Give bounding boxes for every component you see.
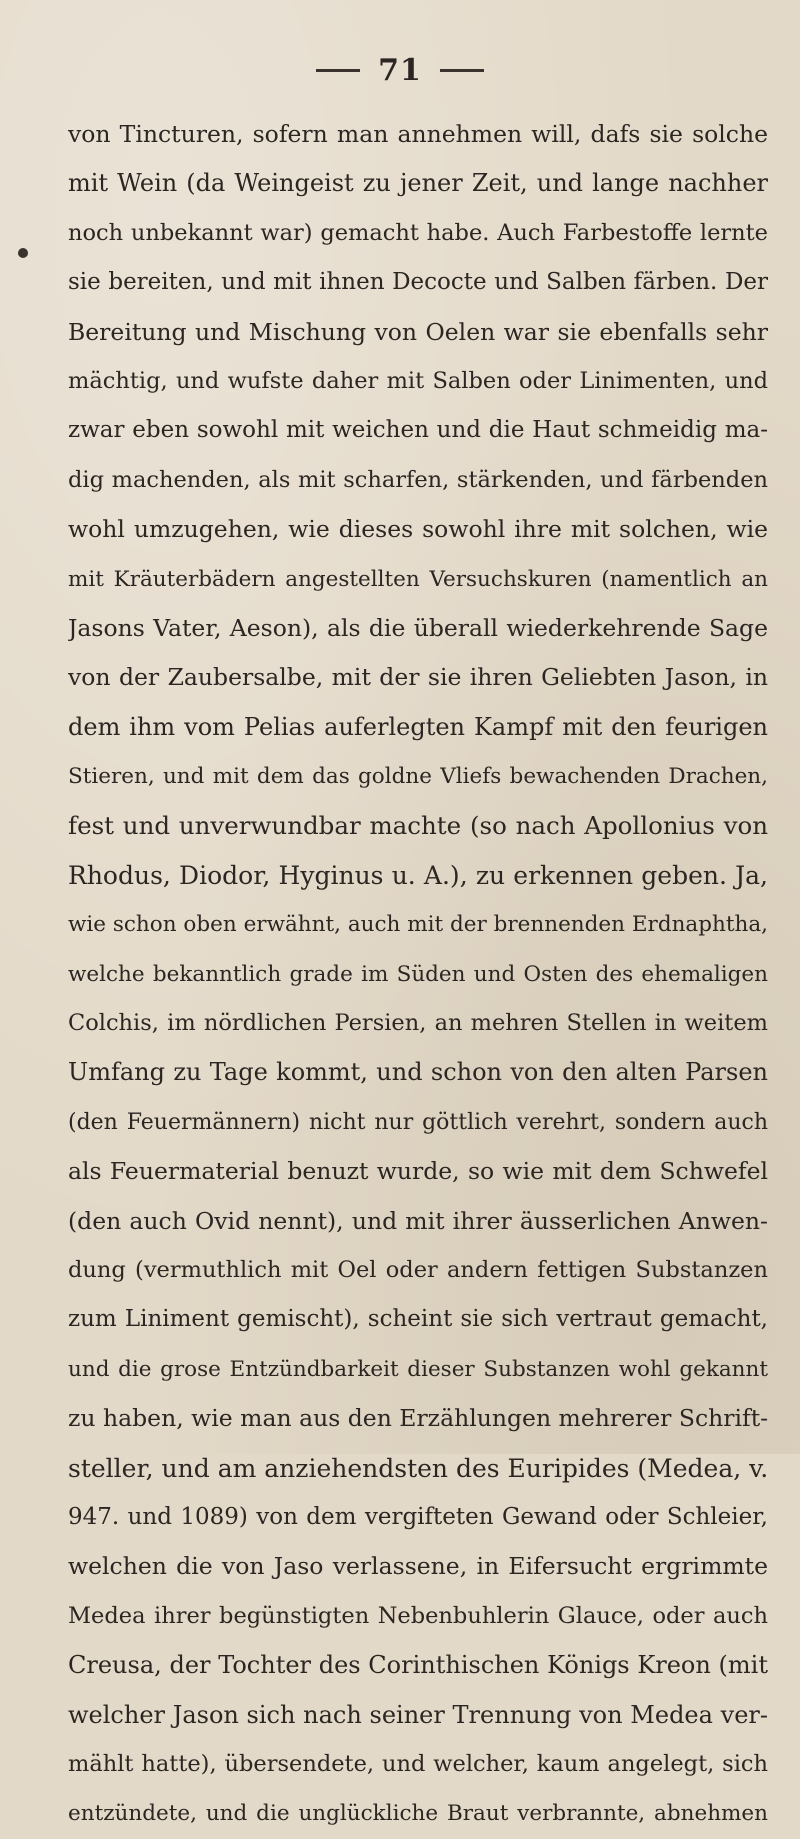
text-line: welchen die von Jaso verlassene, in Eifersucht ergrimmte: [68, 1552, 768, 1581]
margin-mark: [18, 248, 28, 258]
text-line: mählt hatte), übersendete, und welcher, kaum angelegt, sich: [68, 1750, 768, 1777]
text-line: Bereitung und Mischung von Oelen war sie ebenfalls sehr: [68, 317, 768, 346]
text-line: Medea ihrer begünstigten Nebenbuhlerin Glauce, oder auch: [68, 1602, 768, 1629]
text-line: zu haben, wie man aus den Erzählungen mehrerer Schrift-: [68, 1404, 768, 1433]
text-line: wohl umzugehen, wie dieses sowohl ihre mit solchen, wie: [68, 515, 768, 544]
text-line: zwar eben sowohl mit weichen und die Haut schmeidig ma-: [68, 417, 768, 444]
text-line: entzündete, und die unglückliche Braut verbrannte, abnehmen: [68, 1801, 768, 1827]
header-rule-left: [316, 69, 360, 72]
text-line: (den auch Ovid nennt), und mit ihrer äusserlichen Anwen-: [68, 1206, 768, 1235]
text-line: zum Liniment gemischt), scheint sie sich vertraut gemacht,: [68, 1306, 768, 1333]
text-line: mit Wein (da Weingeist zu jener Zeit, und lange nachher: [68, 169, 768, 198]
text-line: (den Feuermännern) nicht nur göttlich verehrt, sondern auch: [68, 1109, 768, 1135]
text-line: von Tincturen, sofern man annehmen will, dafs sie solche: [68, 120, 768, 148]
text-line: noch unbekannt war) gemacht habe. Auch Farbestoffe lernte: [68, 219, 768, 246]
text-line: von der Zaubersalbe, mit der sie ihren Geliebten Jason, in: [68, 663, 768, 692]
text-line: sie bereiten, und mit ihnen Decocte und Salben färben. Der: [68, 269, 768, 296]
text-line: dig machenden, als mit scharfen, stärkenden, und färbenden: [68, 466, 768, 493]
text-line: Colchis, im nördlichen Persien, an mehren Stellen in weitem: [68, 1010, 768, 1037]
text-line: Creusa, der Tochter des Corinthischen Königs Kreon (mit: [68, 1651, 768, 1680]
text-line: Rhodus, Diodor, Hyginus u. A.), zu erkennen geben. Ja,: [68, 860, 768, 890]
text-line: Jasons Vater, Aeson), als die überall wiederkehrende Sage: [68, 613, 768, 642]
header-rule-right: [440, 69, 484, 72]
text-line: Stieren, und mit dem das goldne Vliefs bewachenden Drachen,: [68, 764, 768, 790]
text-line: fest und unverwundbar machte (so nach Apollonius von: [68, 811, 768, 841]
text-line: steller, und am anziehendsten des Euripides (Medea, v.: [68, 1453, 768, 1483]
text-line: dem ihm vom Pelias auferlegten Kampf mit den feurigen: [68, 712, 768, 741]
text-line: und die grose Entzündbarkeit dieser Substanzen wohl gekannt: [68, 1356, 768, 1382]
text-line: wie schon oben erwähnt, auch mit der brennenden Erdnaphtha,: [68, 912, 768, 938]
text-line: 947. und 1089) von dem vergifteten Gewand oder Schleier,: [68, 1503, 768, 1530]
body-text: [68, 110, 768, 1839]
text-line: als Feuermaterial benuzt wurde, so wie mit dem Schwefel: [68, 1157, 768, 1186]
text-line: mit Kräuterbädern angestellten Versuchskuren (namentlich an: [68, 566, 768, 592]
page-number: 71: [378, 52, 422, 88]
text-line: welche bekanntlich grade im Süden und Osten des ehemaligen: [68, 961, 768, 987]
text-line: mächtig, und wufste daher mit Salben oder Linimenten, und: [68, 367, 768, 394]
text-line: Umfang zu Tage kommt, und schon von den alten Parsen: [68, 1058, 768, 1087]
text-line: dung (vermuthlich mit Oel oder andern fettigen Substanzen: [68, 1256, 768, 1283]
text-line: welcher Jason sich nach seiner Trennung von Medea ver-: [68, 1700, 768, 1729]
page-header: [0, 50, 800, 90]
